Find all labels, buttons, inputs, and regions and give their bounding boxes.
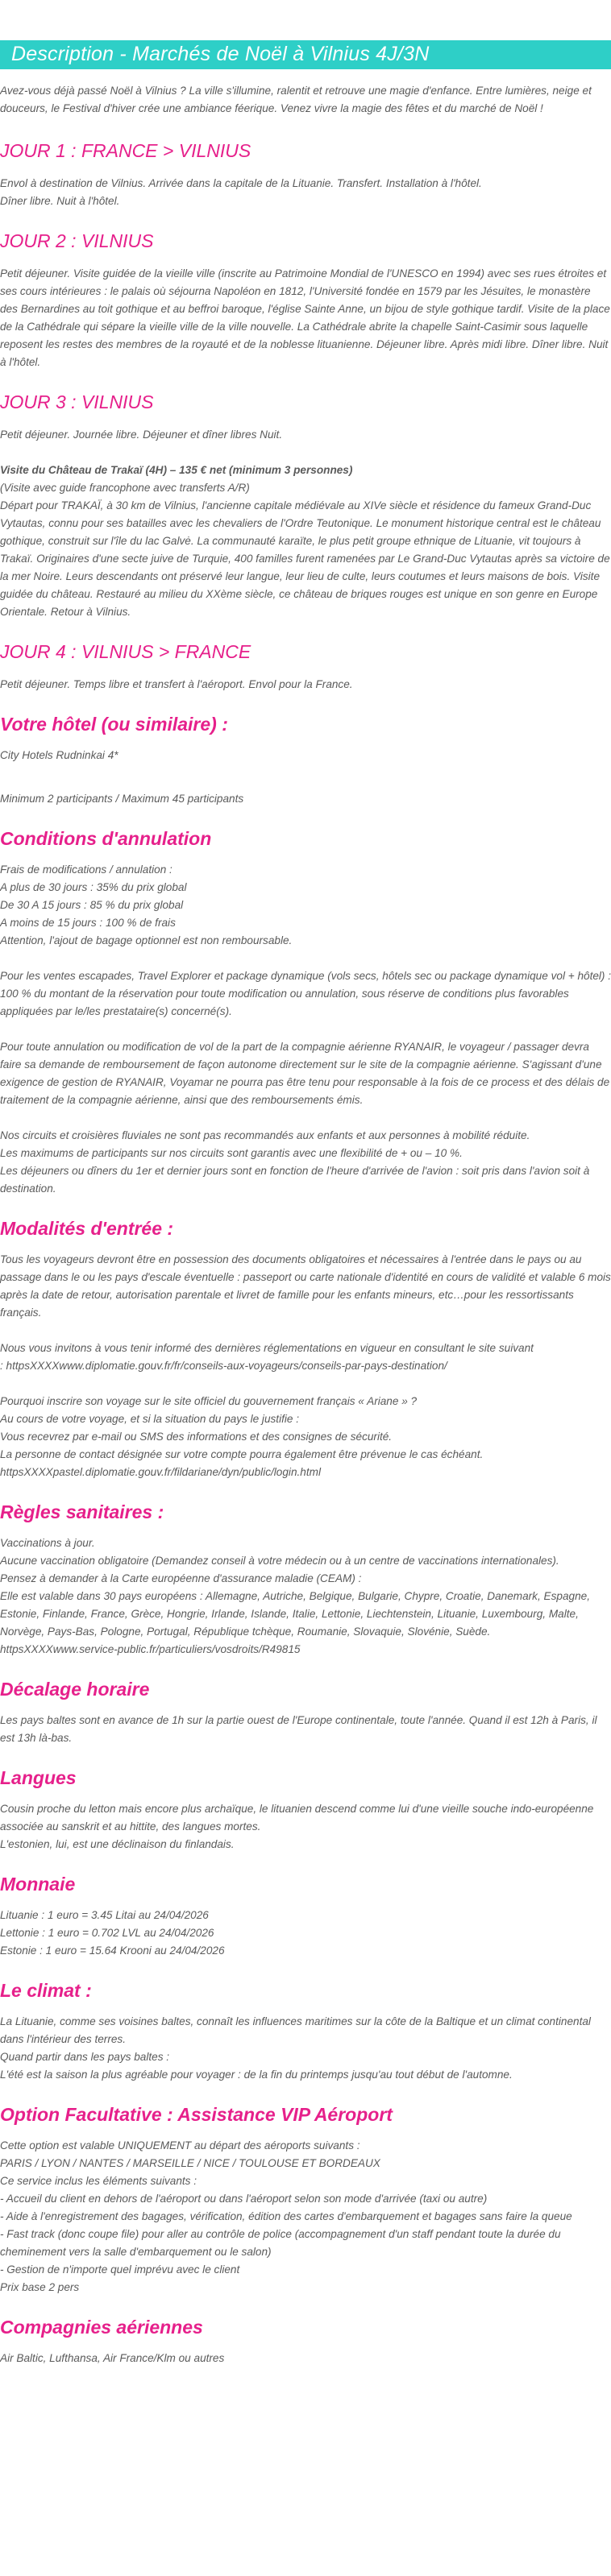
- day-1-line: Dîner libre. Nuit à l'hôtel.: [0, 195, 120, 207]
- climat-title: Le climat :: [0, 1980, 92, 2001]
- day-3-body: [0, 426, 611, 621]
- ariane-line: Vous recevrez par e-mail ou SMS des informations et des consignes de sécurité.: [0, 1431, 393, 1443]
- frais-line: Frais de modifications / annulation :: [0, 863, 172, 876]
- trakai-option-title: Visite du Château de Trakaï (4H) – 135 € net (minimum 3 personnes): [0, 464, 353, 476]
- decalage-text: Les pays baltes sont en avance de 1h sur la partie ouest de l'Europe continentale, toute l'année. Quand il est 12h à Paris, il est 13h là-bas.: [0, 1714, 597, 1744]
- day-1-line: Envol à destination de Vilnius. Arrivée dans la capitale de la Lituanie. Transfert. Installation à l'hôtel.: [0, 177, 482, 189]
- entree-title: Modalités d'entrée :: [0, 1218, 174, 1239]
- participants-text: Minimum 2 participants / Maximum 45 participants: [0, 793, 244, 805]
- vip-title: Option Facultative : Assistance VIP Aéroport: [0, 2104, 393, 2125]
- decalage-title: Décalage horaire: [0, 1679, 150, 1700]
- circuits-line: Les déjeuners ou dîners du 1er et dernier jours sont en fonction de l'heure d'arrivée de l'avion : soit pris dans l'avion soit à destination.: [0, 1165, 590, 1195]
- vip-line: PARIS / LYON / NANTES / MARSEILLE / NICE / TOULOUSE ET BORDEAUX: [0, 2157, 380, 2169]
- vip-line: - Aide à l'enregistrement des bagages, vérification, édition des cartes d'embarquement et bagages sans faire la queue: [0, 2210, 572, 2222]
- day-4-title: JOUR 4 : VILNIUS > FRANCE: [0, 641, 251, 662]
- description-banner: Description - Marchés de Noël à Vilnius 4J/3N: [0, 40, 611, 69]
- diplomatie-link[interactable]: : httpsXXXXwww.diplomatie.gouv.fr/fr/conseils-aux-voyageurs/conseils-par-pays-destination/: [0, 1360, 447, 1372]
- frais-line: Attention, l'ajout de bagage optionnel est non remboursable.: [0, 934, 293, 946]
- intro-text: Avez-vous déjà passé Noël à Vilnius ? La ville s'illumine, ralentit et retrouve une magie d'enfance. Entre lumières, neige et douceurs, le Festival d'hiver crée une ambiance féerique. Venez vivre la magie des fêtes et du marché de Noël !: [0, 85, 592, 114]
- climat-line: La Lituanie, comme ses voisines baltes, connaît les influences maritimes sur la côte de la Baltique et un climat continental dans l'intérieur des terres.: [0, 2015, 591, 2045]
- langues-line: L'estonien, lui, est une déclinaison du finlandais.: [0, 1838, 235, 1850]
- sanitaires-title: Règles sanitaires :: [0, 1501, 164, 1522]
- compagnies-text: Air Baltic, Lufthansa, Air France/Klm ou autres: [0, 2352, 225, 2364]
- ceam-link[interactable]: httpsXXXXwww.service-public.fr/particuliers/vosdroits/R49815: [0, 1643, 301, 1655]
- decalage-body: [0, 1712, 611, 1747]
- langues-title: Langues: [0, 1767, 77, 1788]
- langues-line: Cousin proche du letton mais encore plus archaïque, le lituanien descend comme lui d'une vieille souche indo-européenne associée au sanskrit et au hittite, des langues mortes.: [0, 1803, 594, 1833]
- trakai-option-line: (Visite avec guide francophone avec transferts A/R): [0, 482, 250, 494]
- sanitaires-line: Vaccinations à jour.: [0, 1537, 95, 1549]
- climat-line: Quand partir dans les pays baltes :: [0, 2051, 170, 2063]
- annulation-para: Pour toute annulation ou modification de vol de la part de la compagnie aérienne RYANAIR, le voyageur / passager devra faire sa demande de remboursement de façon autonome directement sur le site de la compagnie aérienne. S'agissant d'une exigence de gestion de RYANAIR, Voyamar ne pourra pas être tenu pour responsable à la fois de ce process et des délais de traitement de la compagnie aérienne, ainsi que des remboursements émis.: [0, 1041, 610, 1106]
- monnaie-body: [0, 1907, 611, 1960]
- monnaie-line: Lettonie : 1 euro = 0.702 LVL au 24/04/2026: [0, 1927, 214, 1939]
- frais-line: A moins de 15 jours : 100 % de frais: [0, 917, 176, 929]
- ariane-line: Au cours de votre voyage, et si la situation du pays le justifie :: [0, 1413, 300, 1425]
- description-content: [0, 82, 611, 2367]
- day-2-body: [0, 265, 611, 371]
- ariane-line: La personne de contact désignée sur votre compte pourra également être prévenue le cas échéant.: [0, 1448, 484, 1460]
- day-3-line: Petit déjeuner. Journée libre. Déjeuner et dîner libres Nuit.: [0, 429, 283, 441]
- entree-body: [0, 1251, 611, 1481]
- day-4-line: Petit déjeuner. Temps libre et transfert à l'aéroport. Envol pour la France.: [0, 678, 353, 690]
- vip-line: - Accueil du client en dehors de l'aéroport ou dans l'aéroport selon son mode d'arrivée (taxi ou autre): [0, 2193, 488, 2205]
- climat-line: L'été est la saison la plus agréable pour voyager : de la fin du printemps jusqu'au tout début de l'automne.: [0, 2069, 513, 2081]
- frais-line: De 30 A 15 jours : 85 % du prix global: [0, 899, 184, 911]
- hotel-title: Votre hôtel (ou similaire) :: [0, 714, 228, 735]
- entree-para: Tous les voyageurs devront être en possession des documents obligatoires et nécessaires à l'entrée dans le pays ou au passage dans le ou les pays d'escale éventuelle : passeport ou carte nationale d'identité en cours de validité et valable 6 mois après la date de retour, autorisation parentale et livret de famille pour les enfants mineurs, etc…pour les ressortissants français.: [0, 1253, 611, 1319]
- circuits-line: Nos circuits et croisières fluviales ne sont pas recommandés aux enfants et aux personnes à mobilité réduite.: [0, 1129, 530, 1141]
- vip-line: Ce service inclus les éléments suivants :: [0, 2175, 197, 2187]
- day-2-line: Petit déjeuner. Visite guidée de la vieille ville (inscrite au Patrimoine Mondial de l'UNESCO en 1994) avec ses rues étroites et ses cours intérieures : le palais où séjourna Napoléon en 1812, l'Université fondée en 1579 par les Jésuites, le monastère des Bernardines au toit gothique et au beffroi baroque, l'église Sainte Anne, un bijou de style gothique tardif. Visite de la place de la Cathédrale qui sépare la vieille ville de la ville nouvelle. La Cathédrale abrite la chapelle Saint-Casimir sous laquelle reposent les restes des membres de la royauté et de la noblesse lituanienne. Déjeuner libre. Après midi libre. Dîner libre. Nuit à l'hôtel.: [0, 267, 610, 368]
- monnaie-line: Lituanie : 1 euro = 3.45 Litai au 24/04/2026: [0, 1909, 209, 1921]
- monnaie-line: Estonie : 1 euro = 15.64 Krooni au 24/04/2026: [0, 1944, 225, 1957]
- hotel-name: City Hotels Rudninkai 4*: [0, 749, 118, 761]
- monnaie-title: Monnaie: [0, 1874, 76, 1895]
- sanitaires-line: Aucune vaccination obligatoire (Demandez conseil à votre médecin ou à un centre de vaccinations internationales).: [0, 1555, 559, 1567]
- vip-line: - Gestion de n'importe quel imprévu avec le client: [0, 2263, 240, 2276]
- sanitaires-body: [0, 1534, 611, 1659]
- annulation-para: Pour les ventes escapades, Travel Explorer et package dynamique (vols secs, hôtels sec ou package dynamique vol + hôtel) : 100 % du montant de la réservation pour toute modification ou annulation, sous réserve de conditions plus favorables appliquées par le/les prestataire(s) concerné(s).: [0, 970, 611, 1017]
- compagnies-body: [0, 2350, 611, 2367]
- ariane-link[interactable]: httpsXXXXpastel.diplomatie.gouv.fr/fildariane/dyn/public/login.html: [0, 1466, 321, 1478]
- vip-line: Prix base 2 pers: [0, 2281, 80, 2293]
- annulation-title: Conditions d'annulation: [0, 828, 212, 849]
- ariane-line: Pourquoi inscrire son voyage sur le site officiel du gouvernement français « Ariane » ?: [0, 1395, 418, 1407]
- langues-body: [0, 1800, 611, 1853]
- vip-line: Cette option est valable UNIQUEMENT au départ des aéroports suivants :: [0, 2139, 360, 2151]
- annulation-body: [0, 861, 611, 1198]
- frais-line: A plus de 30 jours : 35% du prix global: [0, 881, 187, 893]
- sanitaires-line: Elle est valable dans 30 pays européens : Allemagne, Autriche, Belgique, Bulgarie, Chypre, Croatie, Danemark, Espagne, Estonie, Finlande, France, Grèce, Hongrie, Irlande, Islande, Italie, Lettonie, Liechtenstein, Lituanie, Luxembourg, Malte, Norvège, Pays-Bas, Pologne, Portugal, République tchèque, Roumanie, Slovaquie, Slovénie, Suède.: [0, 1590, 590, 1638]
- vip-body: [0, 2137, 611, 2296]
- sanitaires-line: Pensez à demander à la Carte européenne d'assurance maladie (CEAM) :: [0, 1572, 362, 1584]
- trakai-option-line: Départ pour TRAKAÏ, à 30 km de Vilnius, l'ancienne capitale médiévale au XIVe siècle et résidence du fameux Grand-Duc Vytautas, connu pour ses batailles avec les chevaliers de l'Ordre Teutonique. Le monument historique central est le château gothique, construit sur l'île du lac Galvė. La communauté karaïte, le plus petit groupe ethnique de Lituanie, vit toujours à Trakaï. Originaires d'une secte juive de Turquie, 400 familles furent ramenées par Le Grand-Duc Vytautas après sa victoire de la mer Noire. Leurs descendants ont préservé leur langue, leur lieu de culte, leurs coutumes et leurs maisons de bois. Visite guidée du château. Restauré au milieu du XXème siècle, ce château de briques rouges est unique en son genre en Europe Orientale. Retour à Vilnius.: [0, 499, 610, 618]
- climat-body: [0, 2013, 611, 2084]
- entree-line: Nous vous invitons à vous tenir informé des dernières réglementations en vigueur en consultant le site suivant: [0, 1342, 534, 1354]
- day-4-body: [0, 676, 611, 694]
- day-1-body: [0, 175, 611, 210]
- hotel-body: [0, 747, 611, 808]
- compagnies-title: Compagnies aériennes: [0, 2317, 203, 2338]
- day-2-title: JOUR 2 : VILNIUS: [0, 230, 154, 251]
- day-3-title: JOUR 3 : VILNIUS: [0, 391, 154, 412]
- circuits-line: Les maximums de participants sur nos circuits sont garantis avec une flexibilité de + ou – 10 %.: [0, 1147, 463, 1159]
- vip-line: - Fast track (donc coupe file) pour aller au contrôle de police (accompagnement d'un staff pendant toute la durée du cheminement vers la salle d'embarquement ou le salon): [0, 2228, 561, 2258]
- day-1-title: JOUR 1 : FRANCE > VILNIUS: [0, 140, 251, 161]
